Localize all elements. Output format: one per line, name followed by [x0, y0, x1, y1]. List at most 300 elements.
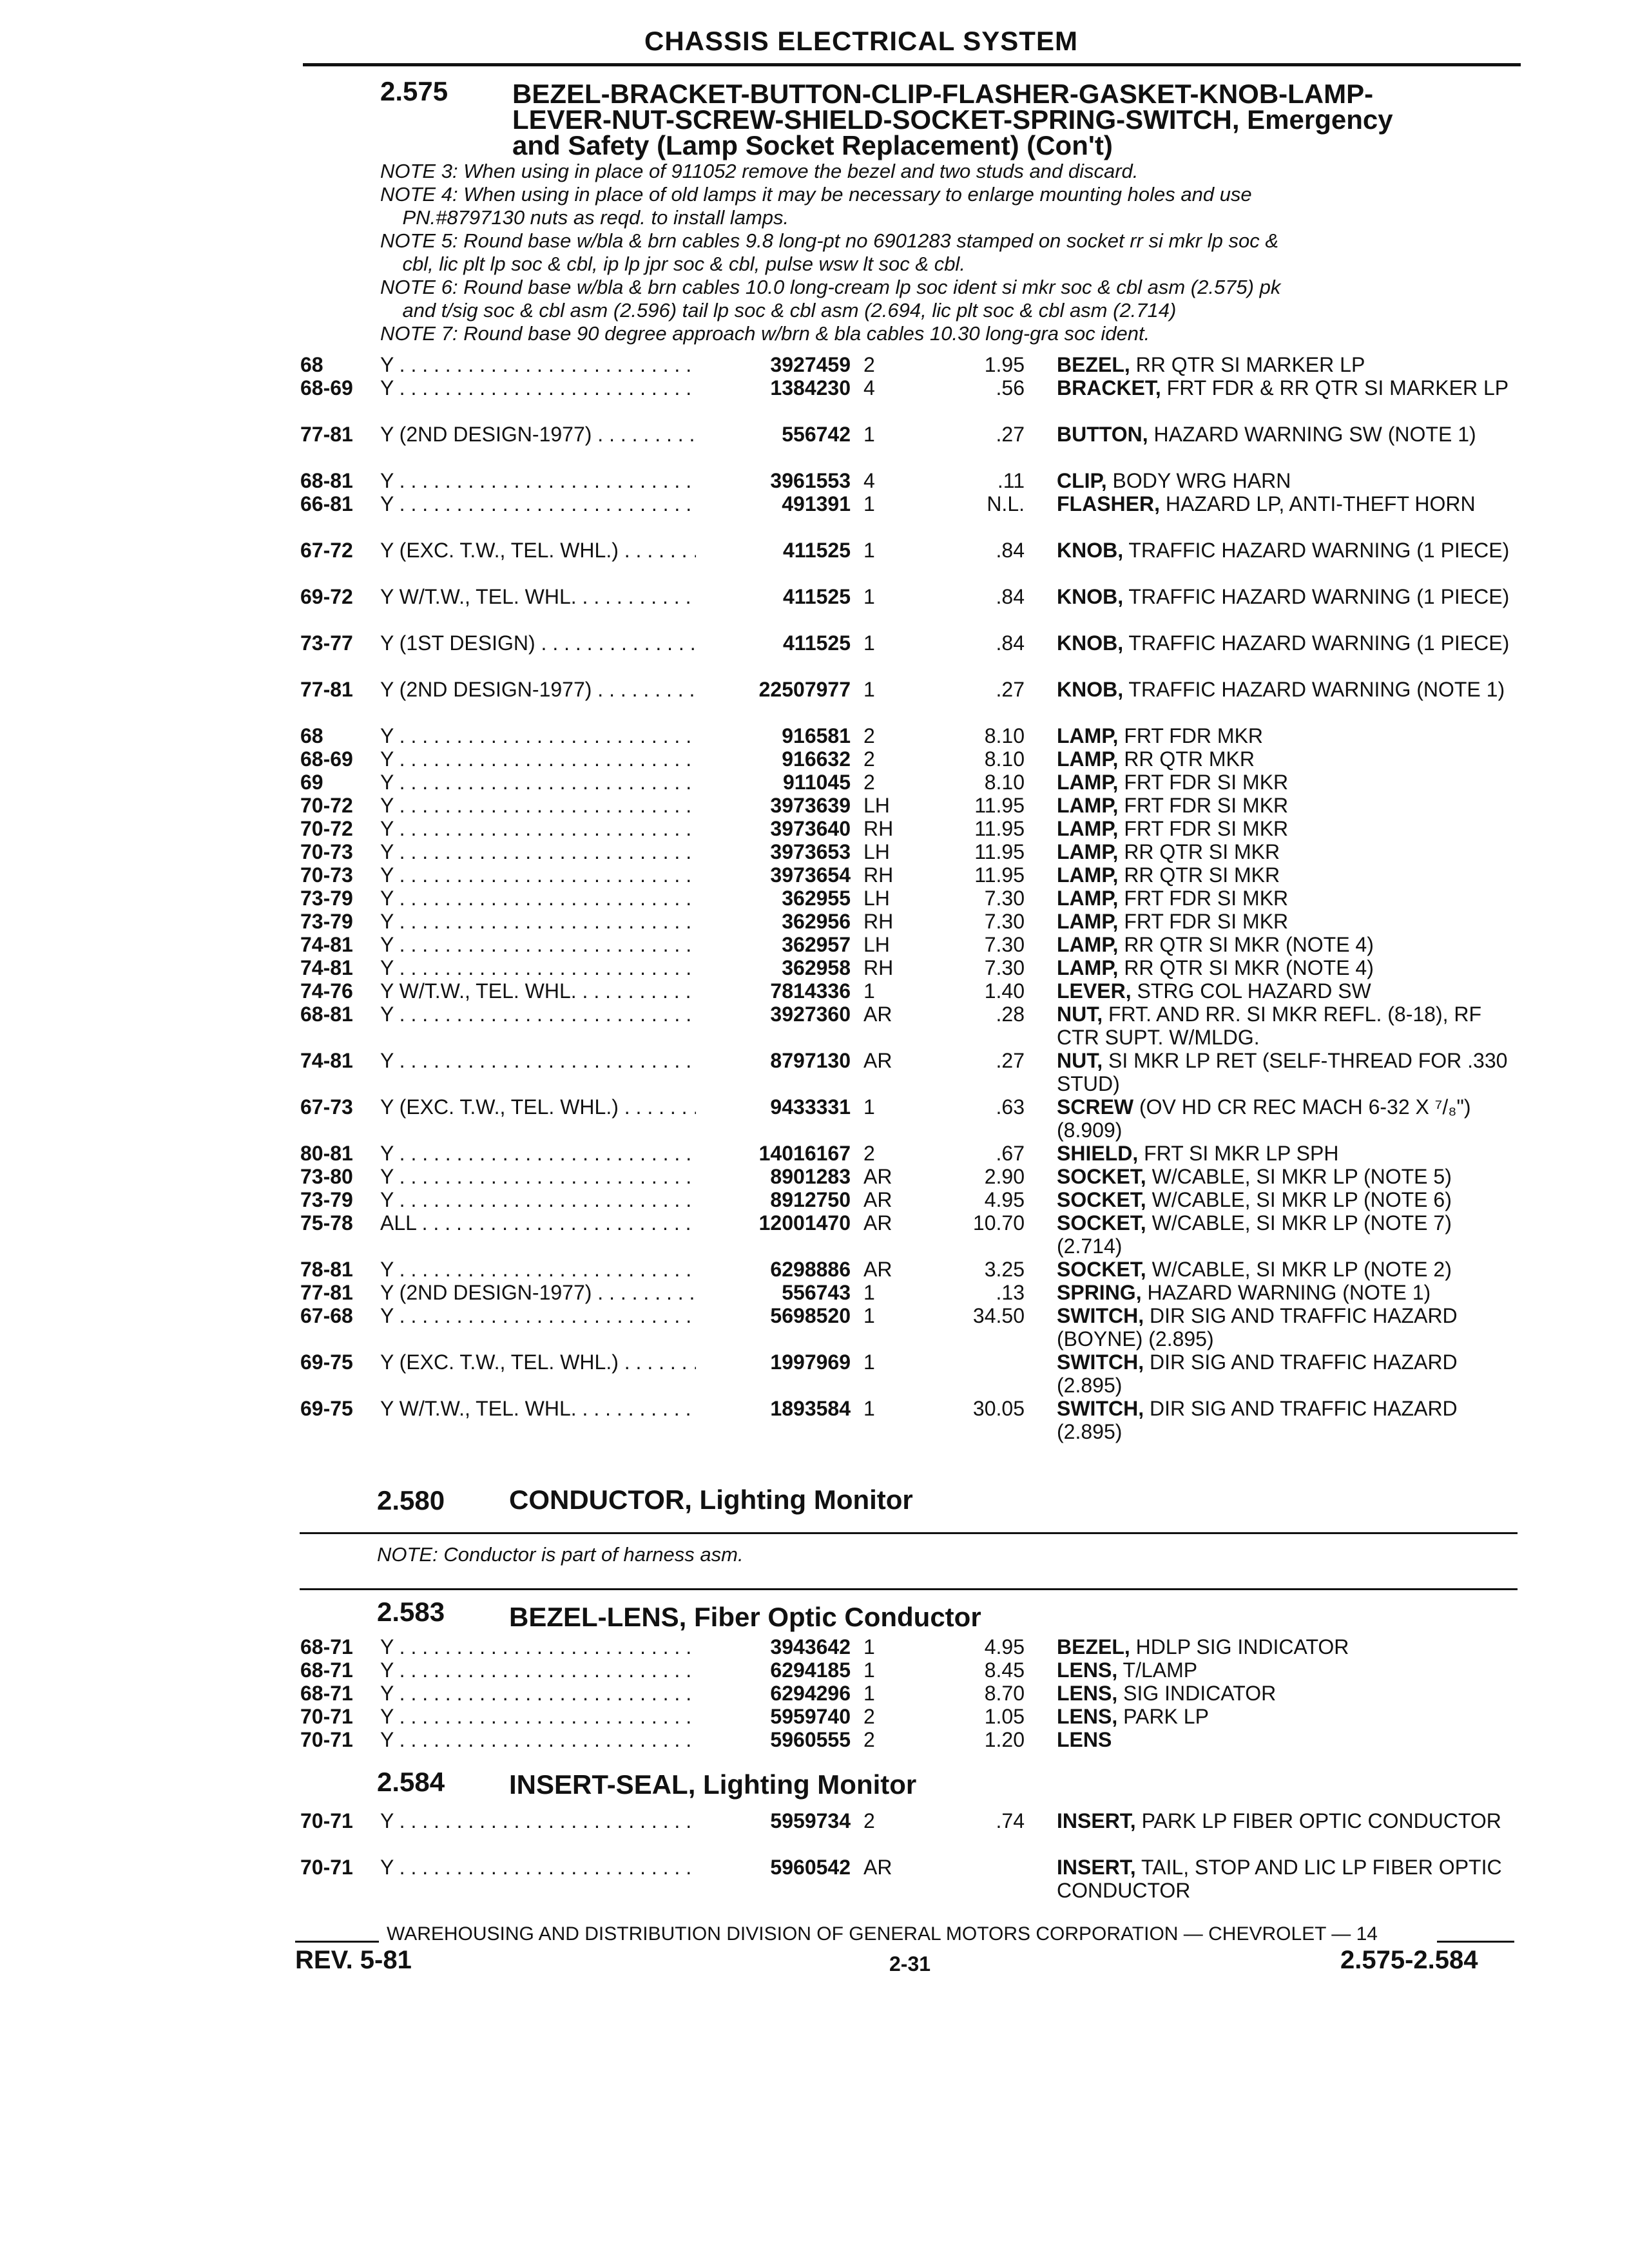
- model-years: 77-81: [300, 1281, 353, 1304]
- usage-code: Y . . .: [380, 1728, 728, 1752]
- note-line: NOTE 4: When using in place of old lamps it may be necessary to enlarge mounting holes and use: [380, 183, 1252, 206]
- model-years: 74-81: [300, 933, 353, 956]
- part-description: [1057, 1258, 1521, 1281]
- note-line: NOTE 5: Round base w/bla & brn cables 9.8 long-pt no 6901283 stamped on socket rr si mkr lp soc &: [380, 229, 1279, 252]
- part-description: [1057, 887, 1521, 910]
- quantity: AR: [863, 1856, 892, 1879]
- part-name: NUT,: [1057, 1003, 1103, 1026]
- price: .11: [997, 469, 1025, 492]
- part-description: [1057, 724, 1521, 747]
- part-detail: FRT FDR SI MKR: [1124, 794, 1289, 817]
- part-number: 5959734: [696, 1809, 851, 1833]
- part-number: 916581: [696, 724, 851, 748]
- model-years: 75-78: [300, 1211, 353, 1235]
- quantity: 2: [863, 747, 875, 771]
- part-number: 3973640: [696, 817, 851, 841]
- usage-code: Y (EXC. T.W., TEL. WHL.) . . .: [380, 1095, 728, 1119]
- part-number: 3973639: [696, 794, 851, 818]
- part-description: [1057, 1049, 1521, 1095]
- usage-code: Y (1ST DESIGN) . . .: [380, 631, 728, 655]
- usage-code: Y . . .: [380, 1165, 728, 1189]
- price: 1.20: [984, 1728, 1025, 1751]
- usage-code: Y . . .: [380, 1049, 728, 1073]
- footer-revision: REV. 5-81: [295, 1946, 412, 1974]
- quantity: 1: [863, 631, 875, 655]
- part-name: FLASHER,: [1057, 492, 1160, 515]
- part-name: LEVER,: [1057, 979, 1132, 1003]
- part-number: 911045: [696, 771, 851, 794]
- part-name: BEZEL,: [1057, 1635, 1130, 1658]
- quantity: 2: [863, 1728, 875, 1751]
- part-description: [1057, 353, 1521, 376]
- part-number: 8797130: [696, 1049, 851, 1073]
- model-years: 80-81: [300, 1142, 353, 1165]
- quantity: RH: [863, 863, 894, 887]
- price: 2.90: [984, 1165, 1025, 1188]
- usage-code: Y (2ND DESIGN-1977) . . .: [380, 423, 728, 447]
- model-years: 73-79: [300, 910, 353, 933]
- part-number: 362957: [696, 933, 851, 957]
- part-number: 8901283: [696, 1165, 851, 1189]
- price: .27: [996, 1049, 1025, 1072]
- model-years: 74-81: [300, 956, 353, 979]
- section-2580-title: CONDUCTOR, Lighting Monitor: [509, 1485, 913, 1515]
- part-description: [1057, 933, 1521, 956]
- usage-code: Y (2ND DESIGN-1977) . . .: [380, 678, 728, 702]
- part-number: 491391: [696, 492, 851, 516]
- quantity: 2: [863, 1705, 875, 1728]
- part-name: SHIELD,: [1057, 1142, 1139, 1165]
- part-detail: RR QTR SI MKR (NOTE 4): [1124, 956, 1374, 979]
- part-name: LENS: [1057, 1728, 1112, 1751]
- part-number: 6298886: [696, 1258, 851, 1282]
- part-number: 1893584: [696, 1397, 851, 1421]
- part-detail: SI MKR LP RET (SELF-THREAD FOR .330 STUD): [1057, 1049, 1508, 1095]
- part-description: [1057, 1281, 1521, 1304]
- part-number: 916632: [696, 747, 851, 771]
- quantity: RH: [863, 956, 894, 979]
- usage-code: Y W/T.W., TEL. WHL. . . .: [380, 979, 728, 1003]
- quantity: 1: [863, 1350, 875, 1374]
- part-description: [1057, 585, 1521, 608]
- model-years: 67-72: [300, 539, 353, 562]
- part-number: 411525: [696, 631, 851, 655]
- note-line: cbl, lic plt lp soc & cbl, ip lp jpr soc & cbl, pulse wsw lt soc & cbl.: [380, 253, 965, 275]
- price: 10.70: [972, 1211, 1025, 1235]
- part-description: [1057, 1682, 1521, 1705]
- footer-section-range: 2.575-2.584: [1340, 1946, 1478, 1974]
- model-years: 69: [300, 771, 323, 794]
- section-2583-number: 2.583: [377, 1597, 445, 1627]
- price: 8.10: [984, 747, 1025, 771]
- part-name: SOCKET,: [1057, 1165, 1146, 1188]
- part-number: 9433331: [696, 1095, 851, 1119]
- part-detail: RR QTR SI MARKER LP: [1135, 353, 1365, 376]
- usage-code: Y . . .: [380, 1658, 728, 1682]
- part-description: [1057, 376, 1521, 399]
- quantity: 1: [863, 539, 875, 562]
- model-years: 66-81: [300, 492, 353, 515]
- part-description: [1057, 771, 1521, 794]
- price: 7.30: [984, 933, 1025, 956]
- quantity: LH: [863, 840, 890, 863]
- part-number: 3973654: [696, 863, 851, 887]
- section-2584-number: 2.584: [377, 1767, 445, 1797]
- quantity: 1: [863, 1397, 875, 1420]
- quantity: RH: [863, 910, 894, 933]
- part-name: BRACKET,: [1057, 376, 1161, 399]
- quantity: 2: [863, 353, 875, 376]
- section-2584-title: INSERT-SEAL, Lighting Monitor: [509, 1769, 917, 1800]
- section-2580-note: NOTE: Conductor is part of harness asm.: [377, 1543, 744, 1566]
- part-detail: HDLP SIG INDICATOR: [1135, 1635, 1349, 1658]
- part-number: 1384230: [696, 376, 851, 400]
- footer-division-text: WAREHOUSING AND DISTRIBUTION DIVISION OF GENERAL MOTORS CORPORATION — CHEVROLET — 14: [387, 1923, 1378, 1945]
- quantity: RH: [863, 817, 894, 840]
- model-years: 67-73: [300, 1095, 353, 1119]
- price: .63: [996, 1095, 1025, 1119]
- part-detail: FRT FDR SI MKR: [1124, 817, 1289, 840]
- usage-code: Y . . .: [380, 747, 728, 771]
- quantity: 1: [863, 1281, 875, 1304]
- part-description: [1057, 1350, 1521, 1397]
- quantity: 1: [863, 678, 875, 701]
- part-description: [1057, 1728, 1521, 1751]
- part-description: [1057, 539, 1521, 562]
- part-description: [1057, 794, 1521, 817]
- model-years: 69-72: [300, 585, 353, 608]
- usage-code: Y . . .: [380, 840, 728, 864]
- usage-code: Y . . .: [380, 1682, 728, 1706]
- quantity: AR: [863, 1049, 892, 1072]
- part-number: 14016167: [696, 1142, 851, 1166]
- part-detail: TRAFFIC HAZARD WARNING (1 PIECE): [1128, 539, 1510, 562]
- part-detail: FRT FDR MKR: [1124, 724, 1264, 747]
- price: .27: [996, 678, 1025, 701]
- price: 11.95: [974, 794, 1025, 817]
- usage-code: Y . . .: [380, 910, 728, 934]
- price: .84: [996, 585, 1025, 608]
- price: .67: [996, 1142, 1025, 1165]
- usage-code: Y W/T.W., TEL. WHL. . . .: [380, 1397, 728, 1421]
- part-number: 5960555: [696, 1728, 851, 1752]
- note-line: NOTE 7: Round base 90 degree approach w/brn & bla cables 10.30 long-gra soc ident.: [380, 322, 1150, 345]
- usage-code: Y (EXC. T.W., TEL. WHL.) . . .: [380, 539, 728, 562]
- model-years: 68-71: [300, 1635, 353, 1658]
- price: 34.50: [972, 1304, 1025, 1327]
- quantity: 1: [863, 1658, 875, 1682]
- price: 11.95: [974, 817, 1025, 840]
- footer-rule-right: [1437, 1941, 1514, 1943]
- part-description: [1057, 910, 1521, 933]
- price: .13: [996, 1281, 1025, 1304]
- price: 1.95: [984, 353, 1025, 376]
- model-years: 68: [300, 724, 323, 747]
- usage-code: Y . . .: [380, 1304, 728, 1328]
- part-detail: FRT FDR SI MKR: [1124, 887, 1289, 910]
- part-name: SOCKET,: [1057, 1188, 1146, 1211]
- part-detail: W/CABLE, SI MKR LP (NOTE 2): [1152, 1258, 1452, 1281]
- usage-code: Y . . .: [380, 1856, 728, 1879]
- part-detail: HAZARD WARNING SW (NOTE 1): [1153, 423, 1476, 446]
- note-line: NOTE 3: When using in place of 911052 remove the bezel and two studs and discard.: [380, 160, 1139, 182]
- part-name: KNOB,: [1057, 678, 1124, 701]
- part-description: [1057, 1142, 1521, 1165]
- part-name: KNOB,: [1057, 539, 1124, 562]
- part-name: KNOB,: [1057, 631, 1124, 655]
- part-name: LAMP,: [1057, 910, 1119, 933]
- part-detail: TAIL, STOP AND LIC LP FIBER OPTIC CONDUCTOR: [1057, 1856, 1502, 1902]
- quantity: 2: [863, 1142, 875, 1165]
- quantity: LH: [863, 933, 890, 956]
- usage-code: Y . . .: [380, 492, 728, 516]
- quantity: AR: [863, 1211, 892, 1235]
- usage-code: Y . . .: [380, 1809, 728, 1833]
- usage-code: Y . . .: [380, 794, 728, 818]
- price: .56: [996, 376, 1025, 399]
- part-name: LAMP,: [1057, 933, 1119, 956]
- quantity: 4: [863, 469, 875, 492]
- model-years: 73-79: [300, 1188, 353, 1211]
- quantity: 1: [863, 1635, 875, 1658]
- usage-code: Y . . .: [380, 771, 728, 794]
- part-number: 3961553: [696, 469, 851, 493]
- quantity: 4: [863, 376, 875, 399]
- footer-page-number: 2-31: [889, 1952, 931, 1975]
- price: 8.70: [984, 1682, 1025, 1705]
- part-description: [1057, 631, 1521, 655]
- part-description: [1057, 1003, 1521, 1049]
- part-detail: TRAFFIC HAZARD WARNING (1 PIECE): [1128, 585, 1510, 608]
- part-name: LAMP,: [1057, 840, 1119, 863]
- usage-code: Y . . .: [380, 353, 728, 377]
- part-description: [1057, 1809, 1521, 1832]
- usage-code: Y . . .: [380, 1705, 728, 1729]
- model-years: 73-77: [300, 631, 353, 655]
- part-name: BEZEL,: [1057, 353, 1130, 376]
- price: 8.10: [984, 724, 1025, 747]
- part-description: [1057, 840, 1521, 863]
- quantity: 1: [863, 1304, 875, 1327]
- part-name: SPRING,: [1057, 1281, 1142, 1304]
- part-number: 5698520: [696, 1304, 851, 1328]
- price: 7.30: [984, 956, 1025, 979]
- section-2575-number: 2.575: [380, 76, 448, 106]
- quantity: AR: [863, 1258, 892, 1281]
- part-detail: TRAFFIC HAZARD WARNING (NOTE 1): [1128, 678, 1505, 701]
- part-number: 411525: [696, 539, 851, 562]
- part-detail: FRT. AND RR. SI MKR REFL. (8-18), RF CTR SUPT. W/MLDG.: [1057, 1003, 1482, 1049]
- price: 4.95: [984, 1635, 1025, 1658]
- part-number: 5960542: [696, 1856, 851, 1879]
- part-description: [1057, 1635, 1521, 1658]
- price: .28: [996, 1003, 1025, 1026]
- part-description: [1057, 817, 1521, 840]
- section-2575-title-line2: LEVER-NUT-SCREW-SHIELD-SOCKET-SPRING-SWITCH, Emergency: [512, 104, 1393, 135]
- quantity: 1: [863, 423, 875, 446]
- model-years: 68-81: [300, 469, 353, 492]
- price: .74: [996, 1809, 1025, 1832]
- note-line: and t/sig soc & cbl asm (2.596) tail lp soc & cbl asm (2.694, lic plt soc & cbl asm (2.714): [380, 299, 1177, 322]
- price: 1.40: [984, 979, 1025, 1003]
- part-detail: (OV HD CR REC MACH 6-32 X ⁷/₈") (8.909): [1057, 1095, 1471, 1142]
- part-description: [1057, 678, 1521, 701]
- model-years: 70-72: [300, 817, 353, 840]
- usage-code: Y . . .: [380, 469, 728, 493]
- part-description: [1057, 1658, 1521, 1682]
- model-years: 68-69: [300, 376, 353, 399]
- usage-code: Y . . .: [380, 887, 728, 910]
- model-years: 69-75: [300, 1350, 353, 1374]
- part-description: [1057, 956, 1521, 979]
- price: .84: [996, 539, 1025, 562]
- price: 1.05: [984, 1705, 1025, 1728]
- part-name: SWITCH,: [1057, 1350, 1144, 1374]
- part-description: [1057, 1397, 1521, 1443]
- part-name: SOCKET,: [1057, 1258, 1146, 1281]
- usage-code: Y . . .: [380, 817, 728, 841]
- price: .84: [996, 631, 1025, 655]
- usage-code: Y (EXC. T.W., TEL. WHL.) . . .: [380, 1350, 728, 1374]
- quantity: 1: [863, 492, 875, 515]
- part-name: SWITCH,: [1057, 1397, 1144, 1420]
- part-detail: FRT FDR & RR QTR SI MARKER LP: [1166, 376, 1509, 399]
- part-name: LENS,: [1057, 1658, 1118, 1682]
- part-number: 411525: [696, 585, 851, 609]
- quantity: LH: [863, 887, 890, 910]
- part-description: [1057, 979, 1521, 1003]
- part-detail: W/CABLE, SI MKR LP (NOTE 7) (2.714): [1057, 1211, 1452, 1258]
- part-number: 3927459: [696, 353, 851, 377]
- usage-code: Y . . .: [380, 1258, 728, 1282]
- usage-code: Y . . .: [380, 1003, 728, 1026]
- part-description: [1057, 1705, 1521, 1728]
- model-years: 69-75: [300, 1397, 353, 1420]
- part-name: BUTTON,: [1057, 423, 1148, 446]
- model-years: 78-81: [300, 1258, 353, 1281]
- part-description: [1057, 1095, 1521, 1142]
- quantity: 1: [863, 585, 875, 608]
- part-detail: BODY WRG HARN: [1112, 469, 1291, 492]
- section-2575-title: [512, 81, 1543, 159]
- part-detail: HAZARD LP, ANTI-THEFT HORN: [1165, 492, 1476, 515]
- part-description: [1057, 1188, 1521, 1211]
- part-name: INSERT,: [1057, 1856, 1136, 1879]
- quantity: 2: [863, 1809, 875, 1832]
- price: 7.30: [984, 910, 1025, 933]
- usage-code: Y . . .: [380, 376, 728, 400]
- price: 11.95: [974, 863, 1025, 887]
- section-2580-rule-top: [300, 1532, 1518, 1534]
- part-description: [1057, 1165, 1521, 1188]
- part-detail: W/CABLE, SI MKR LP (NOTE 5): [1152, 1165, 1452, 1188]
- part-name: LAMP,: [1057, 794, 1119, 817]
- section-2575-title-line1: BEZEL-BRACKET-BUTTON-CLIP-FLASHER-GASKET-KNOB-LAMP-: [512, 79, 1374, 109]
- model-years: 68-71: [300, 1682, 353, 1705]
- part-name: LAMP,: [1057, 863, 1119, 887]
- part-detail: W/CABLE, SI MKR LP (NOTE 6): [1152, 1188, 1452, 1211]
- section-2583-title: BEZEL-LENS, Fiber Optic Conductor: [509, 1602, 981, 1632]
- model-years: 70-73: [300, 863, 353, 887]
- price: 8.10: [984, 771, 1025, 794]
- part-number: 6294185: [696, 1658, 851, 1682]
- price: 4.95: [984, 1188, 1025, 1211]
- part-number: 362958: [696, 956, 851, 980]
- model-years: 70-71: [300, 1856, 353, 1879]
- part-number: 3973653: [696, 840, 851, 864]
- model-years: 68-69: [300, 747, 353, 771]
- part-name: SOCKET,: [1057, 1211, 1146, 1235]
- part-description: [1057, 492, 1521, 515]
- model-years: 73-80: [300, 1165, 353, 1188]
- price: 30.05: [972, 1397, 1025, 1420]
- part-number: 12001470: [696, 1211, 851, 1235]
- model-years: 73-79: [300, 887, 353, 910]
- part-name: SWITCH,: [1057, 1304, 1144, 1327]
- model-years: 77-81: [300, 678, 353, 701]
- part-detail: FRT FDR SI MKR: [1124, 910, 1289, 933]
- section-2575-notes: [380, 160, 1540, 345]
- part-name: LAMP,: [1057, 956, 1119, 979]
- part-name: LENS,: [1057, 1682, 1118, 1705]
- price: 3.25: [984, 1258, 1025, 1281]
- part-detail: DIR SIG AND TRAFFIC HAZARD (BOYNE) (2.895): [1057, 1304, 1458, 1350]
- part-number: 5959740: [696, 1705, 851, 1729]
- part-detail: FRT FDR SI MKR: [1124, 771, 1289, 794]
- part-detail: RR QTR SI MKR (NOTE 4): [1124, 933, 1374, 956]
- quantity: LH: [863, 794, 890, 817]
- header-rule: [303, 63, 1521, 66]
- part-number: 362956: [696, 910, 851, 934]
- part-number: 3927360: [696, 1003, 851, 1026]
- part-name: LAMP,: [1057, 817, 1119, 840]
- price: 8.45: [984, 1658, 1025, 1682]
- part-detail: RR QTR MKR: [1124, 747, 1255, 771]
- model-years: 68-81: [300, 1003, 353, 1026]
- part-detail: FRT SI MKR LP SPH: [1144, 1142, 1339, 1165]
- model-years: 68-71: [300, 1658, 353, 1682]
- price: 11.95: [974, 840, 1025, 863]
- part-detail: STRG COL HAZARD SW: [1137, 979, 1371, 1003]
- section-2580-rule-bottom: [300, 1588, 1518, 1590]
- part-detail: PARK LP: [1123, 1705, 1209, 1728]
- quantity: 1: [863, 1095, 875, 1119]
- part-description: [1057, 1211, 1521, 1258]
- part-detail: DIR SIG AND TRAFFIC HAZARD (2.895): [1057, 1350, 1458, 1397]
- model-years: 74-76: [300, 979, 353, 1003]
- part-name: CLIP,: [1057, 469, 1107, 492]
- part-detail: SIG INDICATOR: [1123, 1682, 1277, 1705]
- quantity: AR: [863, 1003, 892, 1026]
- section-2575-title-line3: and Safety (Lamp Socket Replacement) (Con't): [512, 130, 1113, 160]
- part-name: SCREW: [1057, 1095, 1134, 1119]
- model-years: 70-73: [300, 840, 353, 863]
- part-name: LAMP,: [1057, 771, 1119, 794]
- part-detail: RR QTR SI MKR: [1124, 863, 1280, 887]
- quantity: 1: [863, 979, 875, 1003]
- part-name: NUT,: [1057, 1049, 1103, 1072]
- price: .27: [996, 423, 1025, 446]
- model-years: 67-68: [300, 1304, 353, 1327]
- part-number: 362955: [696, 887, 851, 910]
- part-detail: HAZARD WARNING (NOTE 1): [1147, 1281, 1431, 1304]
- usage-code: Y . . .: [380, 1142, 728, 1166]
- part-name: LENS,: [1057, 1705, 1118, 1728]
- note-line: NOTE 6: Round base w/bla & brn cables 10.0 long-cream lp soc ident si mkr soc & cbl asm (2.575) pk: [380, 276, 1281, 298]
- part-number: 8912750: [696, 1188, 851, 1212]
- model-years: 68: [300, 353, 323, 376]
- quantity: 1: [863, 1682, 875, 1705]
